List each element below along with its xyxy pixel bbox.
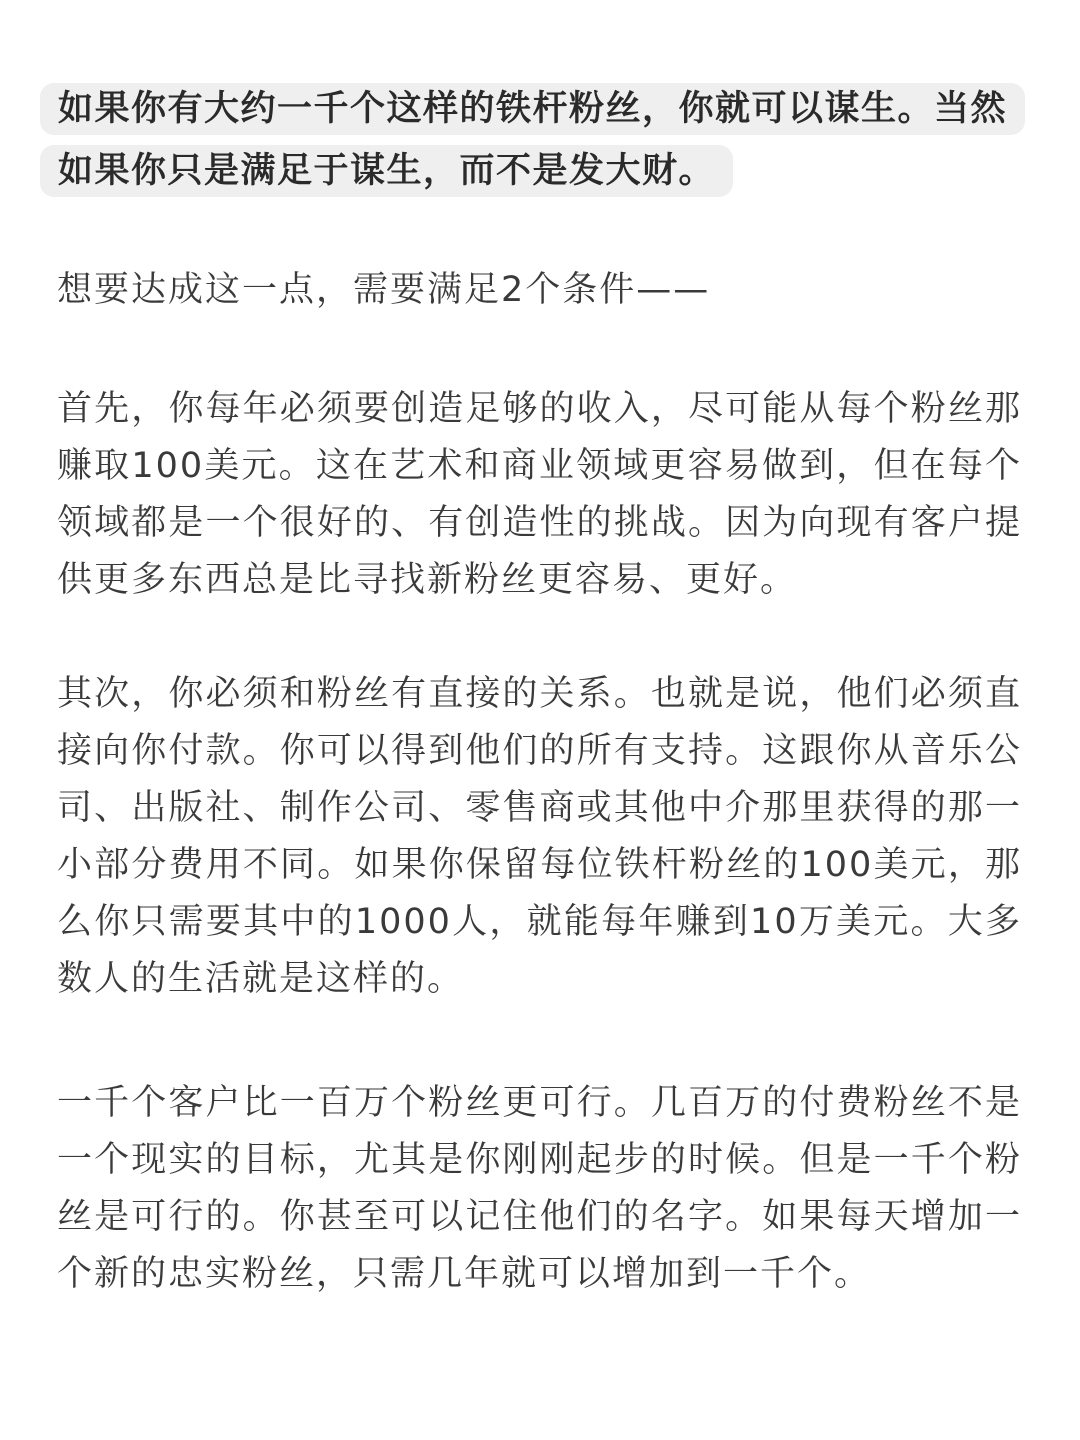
intro-paragraph: 想要达成这一点，需要满足2个条件—— — [57, 270, 711, 310]
closing-paragraph: 一千个客户比一百万个粉丝更可行。几百万的付费粉丝不是一个现实的目标，尤其是你刚刚起步的时候。但是一千个粉丝是可行的。你甚至可以记住他们的名字。如果每天增加一个新的忠实粉丝，只需几年就可以增加到一千个。 — [57, 1083, 1022, 1294]
highlighted-quote — [40, 78, 1025, 202]
highlighted-quote-text: 如果你有大约一千个这样的铁杆粉丝，你就可以谋生。当然如果你只是满足于谋生，而不是发大财。 — [40, 83, 1025, 197]
second-condition-paragraph: 其次，你必须和粉丝有直接的关系。也就是说，他们必须直接向你付款。你可以得到他们的所有支持。这跟你从音乐公司、出版社、制作公司、零售商或其他中介那里获得的那一小部分费用不同。如果你保留每位铁杆粉丝的100美元，那么你只需要其中的1000人，就能每年赚到10万美元。大多数人的生活就是这样的。 — [57, 674, 1022, 999]
first-condition-paragraph: 首先，你每年必须要创造足够的收入，尽可能从每个粉丝那赚取100美元。这在艺术和商业领域更容易做到，但在每个领域都是一个很好的、有创造性的挑战。因为向现有客户提供更多东西总是比寻找新粉丝更容易、更好。 — [57, 389, 1022, 600]
